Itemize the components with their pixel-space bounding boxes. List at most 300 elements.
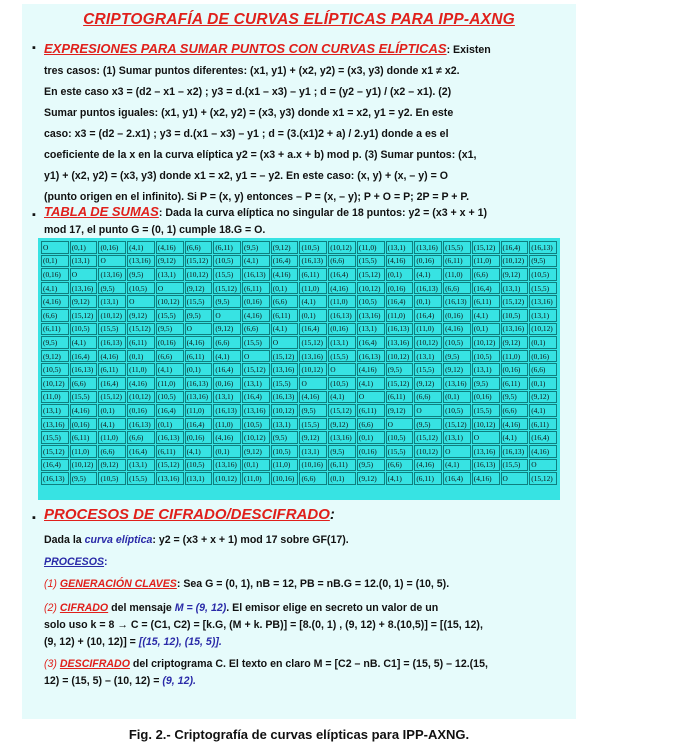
table-cell: (13,16) [472,445,500,458]
table-cell: (0,1) [529,336,557,349]
table-cell: (13,1) [357,323,385,336]
table-cell: (0,16) [501,363,529,376]
table-cell: (15,12) [443,418,471,431]
table-cell: (9,5) [299,404,327,417]
table-cell: (15,12) [328,404,356,417]
process-1-text: : Sea G = (0, 1), nB = 12, PB = nB.G = 12.(0, 1) = (10, 5). [176,578,450,590]
table-cell: (15,5) [41,431,69,444]
table-cell: (15,5) [185,295,213,308]
table-cell: (13,1) [185,472,213,485]
table-cell: (4,16) [41,295,69,308]
section-1-line-7: (punto origen en el infinito). Si P = (x, y) entonces – P = (x, – y); P + O = P; 2P = P + P. [44,191,470,203]
section-1-line-3: Sumar puntos iguales: (x1, y1) + (x2, y2) = (x3, y3) donde x1 = x2, y1 = y2. En este [44,107,454,119]
table-cell: (13,1) [271,418,299,431]
table-row [41,336,557,349]
procesos-label-wrap: PROCESOS: [44,556,108,568]
table-row [41,309,557,322]
table-cell: (6,11) [213,241,241,254]
table-cell: (13,1) [501,282,529,295]
table-cell: (9,5) [472,377,500,390]
table-cell: (15,5) [328,350,356,363]
table-cell: (10,12) [472,418,500,431]
table-cell: (6,11) [98,363,126,376]
table-cell: (13,16) [443,377,471,390]
table-cell: (4,1) [185,445,213,458]
table-cell: (4,16) [414,459,442,472]
table-cell: (4,16) [328,282,356,295]
table-cell: (11,0) [501,350,529,363]
table-cell: (13,1) [529,309,557,322]
table-cell: (16,13) [185,377,213,390]
table-cell: (13,16) [41,418,69,431]
table-cell: (4,1) [529,404,557,417]
table-cell: (6,11) [242,282,270,295]
table-cell: (10,5) [127,282,155,295]
table-row [41,459,557,472]
table-cell: (13,16) [156,472,184,485]
table-cell: (9,5) [414,418,442,431]
table-cell: (15,12) [213,282,241,295]
table-cell: (13,1) [127,459,155,472]
table-cell: (4,1) [213,350,241,363]
table-cell: (4,16) [242,309,270,322]
table-cell: (15,5) [156,309,184,322]
table-cell: (10,5) [299,241,327,254]
table-cell: (13,16) [127,255,155,268]
table-cell: (11,0) [98,431,126,444]
table-cell: (15,12) [271,350,299,363]
table-row [41,472,557,485]
table-cell: (13,1) [41,404,69,417]
table-cell: (0,1) [213,445,241,458]
table-cell: (15,12) [127,323,155,336]
table-cell: (0,1) [529,377,557,390]
table-cell: (4,1) [127,241,155,254]
table-cell: O [271,336,299,349]
table-cell: (15,12) [414,431,442,444]
table-cell: O [414,404,442,417]
table-cell: (6,6) [529,363,557,376]
table-row [41,404,557,417]
table-cell: (0,16) [185,431,213,444]
table-cell: (4,1) [242,255,270,268]
table-cell: (10,5) [357,295,385,308]
table-cell: (6,11) [185,350,213,363]
table-cell: (10,12) [70,459,98,472]
table-cell: (10,12) [414,336,442,349]
section-1-line-1: tres casos: (1) Sumar puntos diferentes: (x1, y1) + (x2, y2) = (x3, y3) donde x1 ≠ x2. [44,65,460,77]
table-cell: (10,12) [185,268,213,281]
table-cell: (6,6) [41,309,69,322]
process-3-text: del criptograma C. El texto en claro M = [C2 – nB. C1] = (15, 5) – 12.(15, [132,658,488,670]
table-cell: (11,0) [156,377,184,390]
table-cell: (0,1) [156,418,184,431]
table-cell: (4,16) [271,268,299,281]
table-cell: (0,16) [414,255,442,268]
table-cell: (0,16) [328,323,356,336]
section-1-line-5: coeficiente de la x en la curva elíptica y2 = (x3 + a.x + b) mod p. (3) Sumar puntos: (x1, [44,149,477,161]
table-cell: (16,4) [501,241,529,254]
table-cell: (6,6) [127,431,155,444]
table-cell: (16,4) [70,350,98,363]
table-cell: O [443,445,471,458]
table-cell: (6,6) [328,255,356,268]
table-cell: (4,1) [443,459,471,472]
table-cell: (6,6) [213,336,241,349]
table-cell: (15,5) [271,377,299,390]
section-1-heading: EXPRESIONES PARA SUMAR PUNTOS CON CURVAS ELÍPTICAS [44,41,447,56]
table-cell: O [127,295,155,308]
table-cell: (4,1) [299,295,327,308]
table-cell: (15,12) [299,336,327,349]
table-cell: (10,5) [472,350,500,363]
table-cell: (11,0) [271,459,299,472]
table-cell: (11,0) [357,241,385,254]
table-cell: (6,11) [156,445,184,458]
table-cell: (6,11) [414,472,442,485]
table-cell: (9,12) [328,418,356,431]
table-cell: (6,11) [529,418,557,431]
table-cell: (16,13) [156,431,184,444]
table-cell: (11,0) [185,404,213,417]
table-cell: (6,6) [501,404,529,417]
figure-title: CRIPTOGRAFÍA DE CURVAS ELÍPTICAS PARA IPP-AXNG [83,11,515,28]
table-row [41,377,557,390]
table-cell: (6,11) [299,268,327,281]
process-2-message: M = (9, 12) [174,602,227,614]
table-cell: (9,12) [70,295,98,308]
table-cell: (13,1) [328,336,356,349]
table-cell: (13,1) [299,445,327,458]
table-cell: (11,0) [41,391,69,404]
process-2-text-b: . El emisor elige en secreto un valor de un [226,602,439,614]
table-cell: (9,5) [328,445,356,458]
table-cell: (16,13) [127,418,155,431]
table-row [41,295,557,308]
table-cell: (9,12) [242,445,270,458]
table-cell: (10,5) [443,404,471,417]
table-cell: (11,0) [242,472,270,485]
process-3-number: (3) [44,658,57,670]
section-2-line-2: mod 17, el punto G = (0, 1) cumple 18.G = O. [44,224,266,236]
process-1 [44,574,564,595]
table-cell: (10,16) [271,472,299,485]
table-cell: (10,5) [443,336,471,349]
table-row [41,445,557,458]
table-cell: (15,12) [386,377,414,390]
table-cell: (6,11) [357,404,385,417]
table-cell: (11,0) [414,323,442,336]
intro-text-a: Dada la [44,534,82,546]
table-cell: O [213,309,241,322]
table-cell: (9,5) [213,295,241,308]
table-cell: (15,12) [357,268,385,281]
table-cell: (11,0) [472,255,500,268]
table-row [41,363,557,376]
table-cell: (10,12) [501,255,529,268]
intro-curve: curva elíptica [84,534,153,546]
table-cell: (4,1) [357,377,385,390]
process-2 [44,600,564,651]
table-cell: (16,13) [529,241,557,254]
table-cell: O [242,350,270,363]
table-cell: (10,5) [213,255,241,268]
table-cell: (9,5) [529,255,557,268]
table-cell: (13,1) [242,377,270,390]
table-cell: (4,16) [501,418,529,431]
table-cell: (16,4) [443,472,471,485]
table-cell: (10,12) [386,350,414,363]
table-cell: (9,12) [501,336,529,349]
table-cell: (15,5) [213,268,241,281]
table-cell: O [185,323,213,336]
table-cell: (0,16) [529,350,557,363]
table-cell: (15,12) [242,363,270,376]
table-cell: (13,1) [386,241,414,254]
table-cell: (9,5) [185,309,213,322]
table-cell: O [472,431,500,444]
section-2 [44,203,564,239]
section-1-line-4: caso: x3 = (d2 – 2.x1) ; y3 = d.(x1 – x3) – y1 ; d = (3.(x1)2 + a) / 2.y1) donde a es el [44,128,449,140]
table-cell: (10,5) [529,268,557,281]
table-row [41,391,557,404]
table-cell: (6,11) [41,323,69,336]
table-cell: (0,1) [70,241,98,254]
process-2-line-3a: (9, 12) + (10, 12)] = [44,636,136,648]
table-cell: (0,1) [386,268,414,281]
table-cell: O [41,241,69,254]
table-cell: (4,16) [98,350,126,363]
table-cell: (15,12) [156,459,184,472]
table-row [41,241,557,254]
table-cell: (9,12) [386,404,414,417]
table-cell: (0,1) [242,459,270,472]
table-cell: (0,1) [299,309,327,322]
table-cell: (0,1) [41,255,69,268]
table-cell: (10,12) [271,404,299,417]
table-row [41,323,557,336]
table-cell: O [156,282,184,295]
table-cell: (16,4) [529,431,557,444]
table-row [41,282,557,295]
table-cell: (16,4) [386,295,414,308]
table-cell: (16,4) [156,404,184,417]
section-2-line-1: : Dada la curva elíptica no singular de 18 puntos: y2 = (x3 + x + 1) [158,207,488,219]
table-cell: (6,11) [386,391,414,404]
section-1-line-0: : Existen [446,44,491,56]
table-cell: (9,12) [127,309,155,322]
table-cell: (4,16) [443,323,471,336]
bullet-3: ▪ [32,512,36,524]
table-cell: (6,11) [501,377,529,390]
table-cell: (0,1) [357,431,385,444]
table-cell: (13,16) [213,459,241,472]
table-cell: (4,1) [386,472,414,485]
table-cell: (16,13) [357,350,385,363]
table-cell: O [386,418,414,431]
table-cell: (6,11) [472,295,500,308]
table-cell: (10,5) [98,472,126,485]
table-cell: (9,12) [98,459,126,472]
table-cell: (6,11) [328,459,356,472]
table-cell: (10,5) [271,445,299,458]
table-cell: (6,6) [299,472,327,485]
table-cell: (16,13) [472,459,500,472]
table-cell: (6,6) [357,418,385,431]
table-cell: (16,4) [242,391,270,404]
table-cell: (6,11) [127,336,155,349]
process-3-line-2a: 12) = (15, 5) – (10, 12) = [44,675,160,687]
process-2-number: (2) [44,602,57,614]
table-cell: (13,16) [328,431,356,444]
table-cell: (13,16) [271,363,299,376]
table-cell: O [98,255,126,268]
table-cell: (15,5) [357,255,385,268]
table-cell: (16,13) [271,391,299,404]
table-cell: (6,6) [156,350,184,363]
table-cell: (4,1) [501,431,529,444]
table-cell: (15,12) [529,472,557,485]
table-cell: (13,16) [185,391,213,404]
table-cell: (15,12) [41,445,69,458]
table-cell: (10,12) [328,241,356,254]
table-cell: (16,4) [414,309,442,322]
table-cell: (0,16) [127,404,155,417]
table-cell: (10,5) [501,309,529,322]
table-cell: (15,5) [98,323,126,336]
table-cell: (16,4) [271,255,299,268]
section-3-heading: PROCESOS DE CIFRADO/DESCIFRADO [44,506,330,523]
process-3 [44,656,564,690]
intro-text-b: : y2 = (x3 + x + 1) mod 17 sobre GF(17). [152,534,349,546]
table-cell: (0,1) [127,350,155,363]
table-cell: (16,4) [41,459,69,472]
process-3-result: (9, 12). [162,675,196,687]
bullet-1: ▪ [32,42,36,54]
table-cell: (16,13) [328,309,356,322]
table-cell: (9,12) [414,377,442,390]
table-cell: (10,12) [127,391,155,404]
table-cell: (4,1) [70,336,98,349]
table-cell: (9,12) [299,431,327,444]
table-cell: (16,4) [299,323,327,336]
table-cell: (4,16) [127,377,155,390]
table-cell: (16,4) [185,418,213,431]
table-cell: O [501,472,529,485]
table-cell: (0,1) [271,282,299,295]
table-cell: (4,16) [529,445,557,458]
table-cell: (16,4) [472,282,500,295]
table-cell: (10,5) [70,323,98,336]
table-row [41,418,557,431]
table-cell: (15,5) [242,336,270,349]
table-cell: (9,5) [98,282,126,295]
table-cell: O [357,391,385,404]
table-cell: (9,12) [443,363,471,376]
process-2-line-2: solo uso k = 8 → C = (C1, C2) = [k.G, (M + k. PB)] = [8.(0, 1) , (9, 12) + 8.(10,5)] = [(15, 12), [44,619,483,631]
table-cell: (16,13) [213,404,241,417]
table-cell: (11,0) [213,418,241,431]
table-cell: (9,5) [41,336,69,349]
table-cell: (15,5) [127,472,155,485]
table-cell: (16,4) [98,377,126,390]
process-2-text-a: del mensaje [111,602,172,614]
table-cell: (0,1) [185,363,213,376]
table-cell: (15,5) [299,418,327,431]
table-cell: (13,1) [443,431,471,444]
section-1-line-6: y1) + (x2, y2) = (x3, y3) donde x1 = x2, y1 = – y2. En este caso: (x, y) + (x, – y) = O [44,170,448,182]
table-cell: (9,5) [357,459,385,472]
table-cell: (9,5) [127,268,155,281]
section-1-line-2: En este caso x3 = (d2 – x1 – x2) ; y3 = d.(x1 – x3) – y1 ; d = (y2 – y1) / (x2 – x1). (2) [44,86,452,98]
table-cell: (16,13) [98,336,126,349]
table-cell: (4,1) [328,391,356,404]
section-2-heading: TABLA DE SUMAS [44,204,159,219]
table-cell: (16,13) [242,268,270,281]
table-row [41,255,557,268]
table-cell: (4,16) [213,431,241,444]
table-cell: (9,12) [213,323,241,336]
table-cell: (16,13) [501,445,529,458]
table-cell: (13,16) [357,309,385,322]
table-cell: (15,5) [70,391,98,404]
table-cell: (0,16) [41,268,69,281]
table-cell: (13,16) [501,323,529,336]
table-cell: (13,16) [414,241,442,254]
table-cell: (10,16) [299,459,327,472]
table-cell: (0,1) [443,391,471,404]
table-cell: (11,0) [127,363,155,376]
table-cell: (6,6) [386,459,414,472]
table-cell: (13,1) [156,268,184,281]
table-cell: (9,12) [357,472,385,485]
table-cell: (6,11) [443,255,471,268]
table-cell: (9,5) [70,472,98,485]
table-cell: (16,4) [357,336,385,349]
table-cell: (9,12) [185,282,213,295]
table-cell: (13,1) [70,255,98,268]
table-cell: (15,5) [443,241,471,254]
table-cell: (9,12) [156,255,184,268]
table-cell: (4,1) [414,268,442,281]
section-3-intro [44,530,564,550]
table-cell: (4,16) [185,336,213,349]
table-cell: (10,5) [242,418,270,431]
table-cell: (6,6) [443,282,471,295]
table-cell: (4,1) [156,363,184,376]
table-cell: (16,13) [443,295,471,308]
table-cell: (10,5) [41,363,69,376]
table-cell: (13,16) [299,350,327,363]
table-cell: O [299,377,327,390]
bullet-2: ▪ [32,209,36,221]
table-cell: (0,16) [70,418,98,431]
figure-caption: Fig. 2.- Criptografía de curvas elípticas para IPP-AXNG. [128,727,470,742]
table-cell: (10,12) [472,336,500,349]
table-cell: (6,6) [414,391,442,404]
table-cell: (4,1) [98,418,126,431]
table-cell: (10,5) [328,377,356,390]
table-cell: (4,16) [386,255,414,268]
table-cell: (11,0) [299,282,327,295]
table-cell: (0,16) [386,282,414,295]
table-cell: (16,4) [213,363,241,376]
table-cell: (4,16) [70,404,98,417]
table-cell: (16,13) [414,282,442,295]
sum-table [40,240,558,486]
table-cell: (0,16) [213,377,241,390]
table-cell: (10,12) [156,295,184,308]
